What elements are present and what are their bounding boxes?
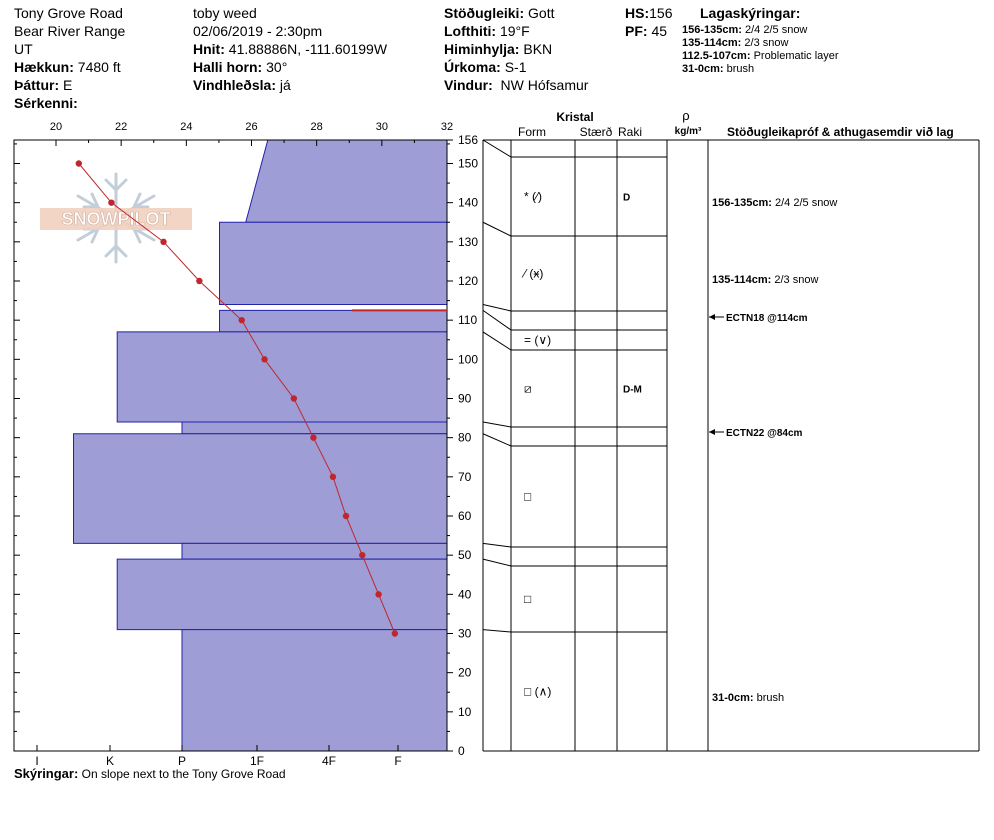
- pf-label: PF:: [625, 23, 648, 39]
- aspect-label: Þáttur:: [14, 77, 60, 93]
- density-symbol: ρ: [682, 108, 690, 123]
- temp-tick-label: 26: [245, 121, 258, 133]
- depth-tick-label: 100: [458, 352, 479, 367]
- depth-tick-label: 156: [458, 133, 479, 147]
- slope: 30°: [266, 59, 288, 75]
- depth-tick-label: 140: [458, 195, 479, 210]
- grain-form-symbol: = (∨): [524, 333, 552, 347]
- temperature-point: [261, 356, 267, 362]
- sky-label: Himinhylja:: [444, 41, 520, 57]
- datetime: 02/06/2019 - 2:30pm: [193, 23, 323, 39]
- stability: Gott: [528, 5, 555, 21]
- state: UT: [14, 41, 33, 57]
- sky: BKN: [523, 41, 553, 57]
- grain-form-symbol: ⁄ (ӿ): [524, 266, 544, 281]
- grain-form-symbol: □ (∧): [524, 684, 552, 699]
- pf: 45: [651, 23, 668, 39]
- grain-form-symbol: □: [524, 489, 532, 504]
- footer-notes: [14, 765, 286, 783]
- layer-comment: [712, 274, 818, 286]
- coords-label: Hnit:: [193, 41, 225, 57]
- grain-form-symbol: * (⁄): [524, 189, 542, 204]
- depth-connector: [483, 543, 511, 547]
- moisture-header: Raki: [617, 125, 643, 139]
- elevation: 7480 ft: [77, 59, 121, 75]
- depth-tick-label: 130: [458, 234, 479, 249]
- hardness-bar: [117, 332, 447, 422]
- temperature-point: [76, 160, 82, 166]
- depth-tick-label: 30: [458, 626, 472, 641]
- layer-comment-text: 2/4 2/5 snow: [771, 197, 838, 209]
- layer-comment-text: 2/3 snow: [771, 274, 819, 286]
- moisture-value: D: [623, 192, 631, 204]
- layer-note: 112.5-107cm: Problematic layer: [682, 50, 839, 62]
- layer-comment-range: 156-135cm:: [712, 197, 772, 209]
- wind: NW Hófsamur: [500, 77, 589, 93]
- wind-loading: já: [279, 77, 291, 93]
- depth-tick-label: 150: [458, 156, 479, 171]
- layer-note: 135-114cm: 2/3 snow: [682, 37, 789, 49]
- temperature-point: [239, 317, 245, 323]
- form-header: Form: [518, 125, 546, 139]
- hardness-tick-label: K: [105, 754, 115, 768]
- depth-tick-label: 50: [458, 548, 472, 563]
- snowpilot-watermark: [40, 174, 192, 262]
- test-arrow-head: [709, 429, 715, 435]
- depth-tick-label: 120: [458, 274, 479, 288]
- depth-connector: [483, 305, 511, 312]
- hardness-tick-label: 4F: [321, 754, 337, 768]
- depth-tick-label: 60: [458, 509, 472, 523]
- size-header: Stærð: [579, 125, 613, 139]
- elevation-label: Hækkun:: [14, 59, 74, 75]
- layer-note: 31-0cm: brush: [682, 63, 755, 75]
- temperature-point: [160, 239, 166, 245]
- depth-tick-label: 70: [458, 469, 472, 484]
- temperature-point: [291, 395, 297, 401]
- features-label: Sérkenni:: [14, 95, 78, 111]
- depth-tick-label: 90: [458, 391, 472, 406]
- temperature-point: [375, 591, 381, 597]
- temperature-point: [392, 630, 398, 636]
- footer-text: On slope next to the Tony Grove Road: [81, 767, 286, 781]
- precip-label: Úrkoma:: [444, 59, 501, 75]
- watermark-text: SNOWPILOT: [61, 209, 171, 229]
- air-temp-label: Lofthiti:: [444, 23, 497, 39]
- depth-connector: [483, 222, 511, 236]
- hardness-bar: [220, 222, 448, 304]
- hardness-bar: [182, 630, 447, 751]
- hardness-bar: [182, 543, 447, 559]
- temp-tick-label: 30: [375, 121, 388, 133]
- temperature-point: [310, 434, 316, 440]
- temp-tick-label: 28: [310, 121, 323, 133]
- hardness-bar: [246, 140, 447, 222]
- crystal-header: Kristal: [556, 110, 594, 124]
- depth-tick-label: 20: [458, 665, 472, 680]
- footer-label: Skýringar:: [14, 766, 79, 781]
- hardness-tick-label: I: [35, 754, 39, 768]
- wind-loading-label: Vindhleðsla:: [193, 77, 276, 93]
- observer: toby weed: [193, 5, 257, 21]
- hardness-bar: [182, 422, 447, 434]
- temperature-point: [330, 474, 336, 480]
- air-temp: 19°F: [499, 23, 530, 39]
- hardness-tick-label: 1F: [249, 754, 265, 768]
- grain-form-symbol: ⧄: [524, 381, 532, 396]
- depth-tick-label: 40: [458, 587, 472, 602]
- precip: S-1: [504, 59, 527, 75]
- moisture-value: D-M: [623, 384, 642, 396]
- hardness-tick-label: P: [177, 754, 187, 768]
- layer-comment-range: 31-0cm:: [712, 692, 754, 704]
- depth-connector: [483, 140, 511, 157]
- hardness-bar: [74, 434, 448, 544]
- stability-label: Stöðugleiki:: [444, 5, 525, 21]
- depth-connector: [483, 422, 511, 427]
- temp-tick-label: 22: [115, 121, 128, 133]
- depth-tick-label: 80: [458, 430, 472, 445]
- aspect: E: [63, 77, 73, 93]
- depth-connector: [483, 630, 511, 632]
- temp-tick-label: 20: [49, 121, 63, 133]
- depth-tick-label: 110: [458, 313, 478, 328]
- coords: 41.88886N, -111.60199W: [228, 41, 388, 57]
- hardness-bar: [117, 559, 447, 630]
- depth-connector: [483, 559, 511, 566]
- wind-label: Vindur:: [444, 77, 493, 93]
- slope-label: Halli horn:: [193, 59, 263, 75]
- test-label: ECTN18 @114cm: [726, 313, 808, 324]
- tests-header: Stöðugleikapróf & athugasemdir við lag: [727, 125, 954, 139]
- depth-connector: [483, 332, 511, 350]
- depth-tick-label: 0: [458, 744, 465, 758]
- grain-form-symbol: □: [524, 592, 532, 606]
- range: Bear River Range: [14, 23, 126, 39]
- density-unit: kg/m³: [674, 126, 702, 137]
- depth-connector: [483, 434, 511, 446]
- temperature-point: [359, 552, 365, 558]
- temp-tick-label: 32: [440, 121, 454, 133]
- temp-tick-label: 24: [180, 121, 193, 133]
- layer-comment-text: brush: [753, 692, 785, 704]
- hs-label: HS:: [625, 5, 650, 21]
- test-label: ECTN22 @84cm: [726, 428, 803, 439]
- temperature-point: [343, 513, 349, 519]
- temperature-point: [108, 199, 114, 205]
- depth-connector: [483, 310, 511, 330]
- layer-comment: [712, 197, 837, 209]
- layer-note: 156-135cm: 2/4 2/5 snow: [682, 24, 808, 36]
- test-arrow-head: [709, 314, 715, 320]
- layer-comment: [712, 692, 784, 704]
- depth-tick-label: 10: [458, 704, 472, 719]
- layer-comment-range: 135-114cm:: [712, 274, 772, 286]
- hardness-tick-label: F: [394, 754, 402, 768]
- hardness-bar: [220, 310, 448, 332]
- location: Tony Grove Road: [14, 5, 123, 21]
- temperature-point: [196, 278, 202, 284]
- hs: 156: [649, 5, 673, 21]
- layer-notes-title: Lagaskýringar:: [700, 5, 801, 21]
